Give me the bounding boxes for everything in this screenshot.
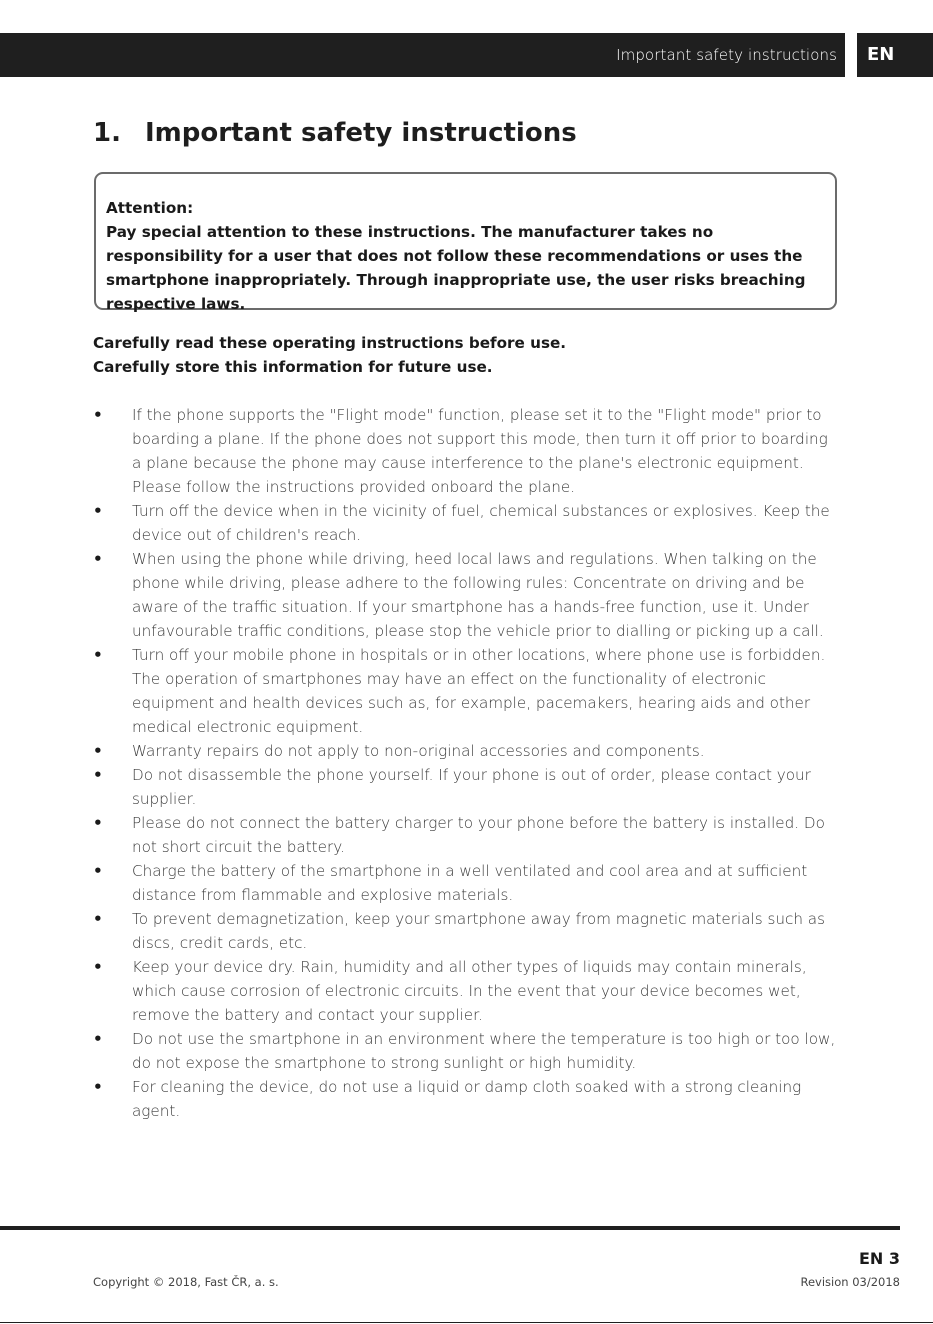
bullet-icon: • bbox=[93, 814, 103, 832]
list-item bbox=[93, 739, 838, 763]
list-item-text: Warranty repairs do not apply to non-original accessories and components. bbox=[132, 742, 705, 760]
copyright-notice: Copyright © 2018, Fast ČR, a. s. bbox=[93, 1275, 279, 1289]
section-number: 1. bbox=[93, 118, 121, 148]
attention-box bbox=[94, 172, 837, 313]
list-item bbox=[93, 643, 838, 739]
list-item-text: When using the phone while driving, heed local laws and regulations. When talking on the phone while driving, please adhere to the following rules: Concentrate on driving and be aware of the traffic situation. If your smartphone has a hands-free function, use it. Under unfavourable traffic conditions, please stop the vehicle prior to dialling or picking up a call. bbox=[132, 550, 824, 640]
list-item bbox=[93, 811, 838, 859]
list-item-text: Charge the battery of the smartphone in a well ventilated and cool area and at sufficient distance from flammable and explosive materials. bbox=[132, 862, 808, 904]
list-item bbox=[93, 859, 838, 907]
bullet-icon: • bbox=[93, 502, 103, 520]
list-item-text: To prevent demagnetization, keep your smartphone away from magnetic materials such as discs, credit cards, etc. bbox=[132, 910, 826, 952]
bullet-icon: • bbox=[93, 958, 103, 976]
intro-line-read: Carefully read these operating instructions before use. bbox=[93, 334, 567, 352]
section-title-text: Important safety instructions bbox=[145, 118, 577, 148]
page-bottom-divider bbox=[0, 1322, 933, 1323]
list-item bbox=[93, 547, 838, 643]
bullet-icon: • bbox=[93, 766, 103, 784]
bullet-icon: • bbox=[93, 550, 103, 568]
bullet-icon: • bbox=[93, 742, 103, 760]
list-item bbox=[93, 499, 838, 547]
list-item-text: If the phone supports the "Flight mode" function, please set it to the "Flight mode" prior to boarding a plane. If the phone does not support this mode, then turn it off prior to boarding a plane because the phone may cause interference to the plane's electronic equipment. Please follow the instructions provided onboard the plane. bbox=[132, 406, 828, 496]
language-badge: EN bbox=[857, 33, 933, 77]
list-item bbox=[93, 763, 838, 811]
list-item-text: Do not use the smartphone in an environment where the temperature is too high or too low, do not expose the smartphone to strong sunlight or high humidity. bbox=[132, 1030, 836, 1072]
list-item bbox=[93, 907, 838, 955]
header-bar bbox=[0, 33, 845, 77]
list-item-text: Please do not connect the battery charger to your phone before the battery is installed. Do not short circuit the battery. bbox=[132, 814, 825, 856]
list-item bbox=[93, 403, 838, 499]
safety-bullet-list bbox=[93, 403, 838, 1123]
list-item-text: For cleaning the device, do not use a liquid or damp cloth soaked with a strong cleaning agent. bbox=[132, 1078, 802, 1120]
bullet-icon: • bbox=[93, 910, 103, 928]
bullet-icon: • bbox=[93, 406, 103, 424]
list-item bbox=[93, 1075, 838, 1123]
header-section-title: Important safety instructions bbox=[616, 46, 837, 64]
attention-text: Pay special attention to these instructions. The manufacturer takes no responsibility for a user that does not follow these recommendations or uses the smartphone inappropriately. Through inappropriate use, the user risks breaching respective laws. bbox=[106, 223, 806, 313]
bullet-icon: • bbox=[93, 1078, 103, 1096]
intro-notes bbox=[93, 331, 853, 379]
page-number: EN 3 bbox=[858, 1249, 900, 1268]
bullet-icon: • bbox=[93, 646, 103, 664]
bullet-icon: • bbox=[93, 1030, 103, 1048]
attention-heading: Attention: bbox=[106, 199, 194, 217]
list-item-text: Turn off the device when in the vicinity of fuel, chemical substances or explosives. Keep the device out of children's reach. bbox=[132, 502, 830, 544]
list-item-text: Keep your device dry. Rain, humidity and all other types of liquids may contain minerals, which cause corrosion of electronic circuits. In the event that your device becomes wet, remove the battery and contact your supplier. bbox=[132, 958, 807, 1024]
list-item bbox=[93, 1027, 838, 1075]
list-item-text: Do not disassemble the phone yourself. If your phone is out of order, please contact your supplier. bbox=[132, 766, 811, 808]
intro-line-store: Carefully store this information for future use. bbox=[93, 358, 493, 376]
page-title bbox=[93, 118, 577, 148]
list-item bbox=[93, 955, 838, 1027]
bullet-icon: • bbox=[93, 862, 103, 880]
list-item-text: Turn off your mobile phone in hospitals or in other locations, where phone use is forbidden. The operation of smartphones may have an effect on the functionality of electronic equipment and health devices such as, for example, pacemakers, hearing aids and other medical electronic equipment. bbox=[132, 646, 826, 736]
footer-divider bbox=[0, 1226, 900, 1230]
revision-label: Revision 03/2018 bbox=[800, 1275, 900, 1289]
